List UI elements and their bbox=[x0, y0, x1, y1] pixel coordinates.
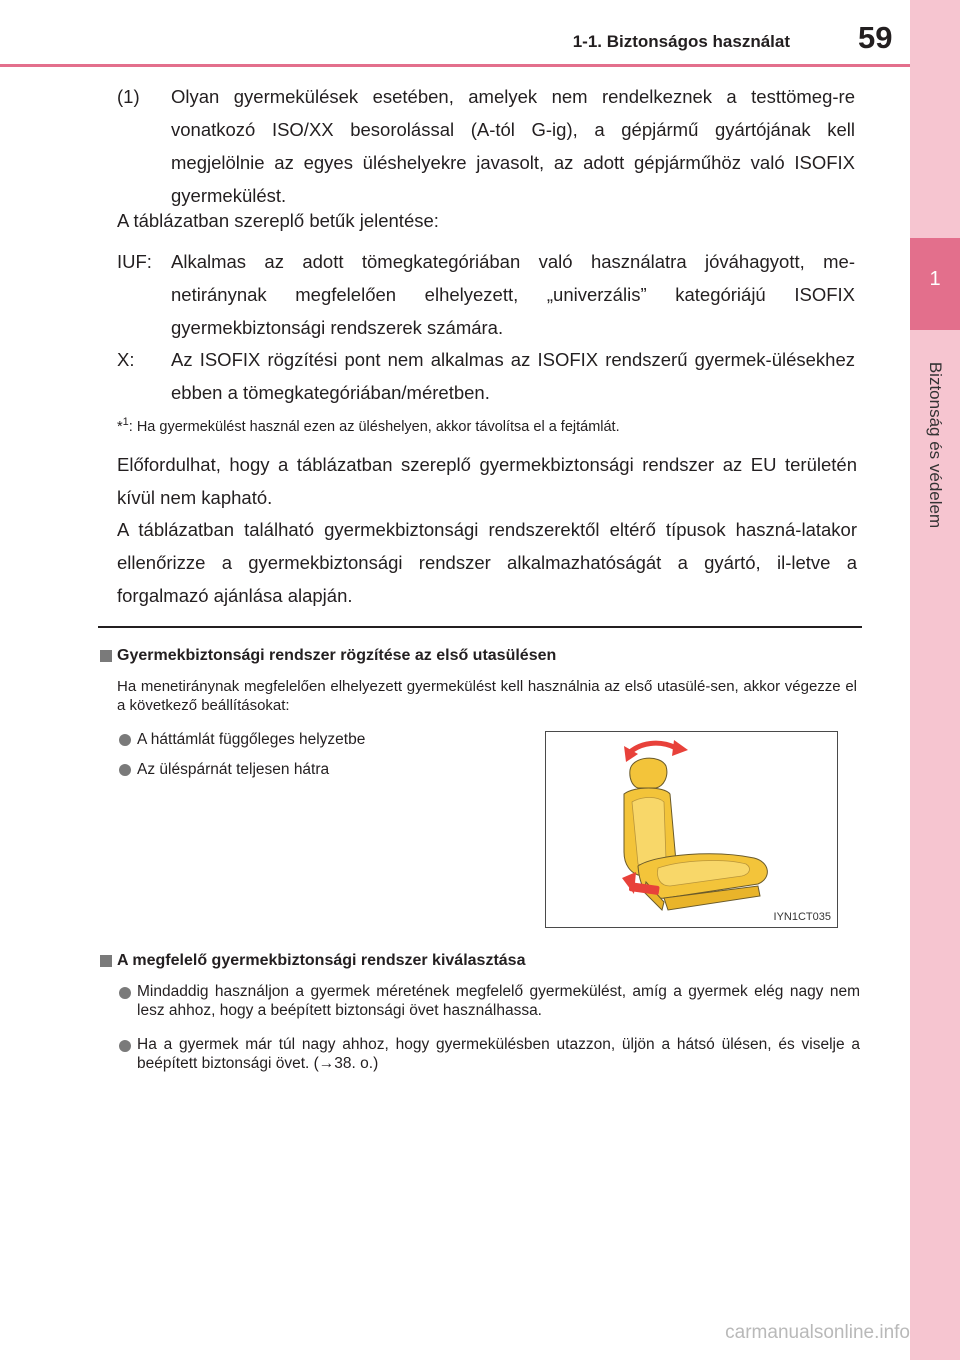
para-check: A táblázatban található gyermekbiztonsági rendszerektől eltérő típusok haszná-latakor ellenőrizze a gyermekbiztonsági rendszer alkalmazhatóságát a gyártó, il-letve a forgalmazó ajánlása alapján. bbox=[117, 519, 857, 606]
heading-square-icon bbox=[100, 955, 112, 967]
section2-bullet-1: Mindaddig használjon a gyermek méretének megfelelő gyermekülést, amíg a gyermek elég nagy nem lesz ahhoz, hogy a beépített biztonsági övet használhassa. bbox=[137, 983, 860, 1019]
legend-intro: A táblázatban szereplő betűk jelentése: bbox=[117, 210, 439, 231]
x-marker: X: bbox=[117, 349, 135, 370]
section-divider bbox=[98, 626, 862, 628]
section1-bullet-2: Az üléspárnát teljesen hátra bbox=[137, 761, 330, 778]
footnote-text: : Ha gyermekülést használ ezen az üléshelyen, akkor távolítsa el a fejtámlát. bbox=[128, 418, 620, 435]
section2-bullet-2: Ha a gyermek már túl nagy ahhoz, hogy gyermekülésben utazzon, üljön a hátsó ülésen, és viselje a beépített biztonsági övet. (→38. o.) bbox=[137, 1036, 860, 1072]
bullet-dot-icon bbox=[119, 987, 131, 999]
section-title: 1-1. Biztonságos használat bbox=[572, 32, 790, 51]
x-text: Az ISOFIX rögzítési pont nem alkalmas az ISOFIX rendszerű gyermek-ülésekhez ebben a tömegkategóriában/méretben. bbox=[171, 349, 855, 403]
section1-bullet-1: A háttámlát függőleges helyzetbe bbox=[137, 731, 366, 748]
iuf-marker: IUF: bbox=[117, 251, 152, 272]
footnote-marker: * bbox=[117, 418, 123, 435]
figure-code: IYN1CT035 bbox=[773, 911, 831, 923]
bullet-dot-icon bbox=[119, 734, 131, 746]
note-text: Olyan gyermekülések esetében, amelyek nem rendelkeznek a testtömeg-re vonatkozó ISO/XX besorolással (A-tól G-ig), a gépjármű gyártójának kell megjelölnie az egyes üléshelyekre javasolt, az adott gépjárműhöz való ISOFIX gyermekülést. bbox=[171, 86, 855, 206]
footnote bbox=[117, 411, 620, 438]
page-number: 59 bbox=[858, 20, 893, 55]
iuf-text: Alkalmas az adott tömegkategóriában való használatra jóváhagyott, me-netiránynak megfelelően elhelyezett, „univerzális” kategóriájú ISOFIX gyermekbiztonsági rendszerek számára. bbox=[171, 251, 855, 338]
footnote-sup: 1 bbox=[122, 416, 129, 428]
header-rule bbox=[0, 64, 910, 67]
chapter-title: Biztonság és védelem bbox=[926, 361, 945, 529]
section1-heading: Gyermekbiztonsági rendszer rögzítése az első utasülésen bbox=[117, 647, 557, 664]
section1-intro: Ha menetiránynak megfelelően elhelyezett gyermekülést kell használnia az első utasülé-sen, akkor végezze el a következő beállításokat: bbox=[117, 678, 857, 714]
chapter-number: 1 bbox=[929, 268, 941, 290]
seat-icon bbox=[546, 732, 837, 927]
sidebar-strip bbox=[910, 0, 960, 1360]
section2-heading: A megfelelő gyermekbiztonsági rendszer kiválasztása bbox=[117, 952, 526, 969]
note-marker: (1) bbox=[117, 86, 140, 107]
bullet-dot-icon bbox=[119, 764, 131, 776]
bullet-dot-icon bbox=[119, 1040, 131, 1052]
seat-illustration bbox=[545, 731, 838, 928]
watermark: carmanualsonline.info bbox=[725, 1322, 910, 1343]
para-eu: Előfordulhat, hogy a táblázatban szereplő gyermekbiztonsági rendszer az EU területén kívül nem kapható. bbox=[117, 454, 857, 508]
heading-square-icon bbox=[100, 650, 112, 662]
